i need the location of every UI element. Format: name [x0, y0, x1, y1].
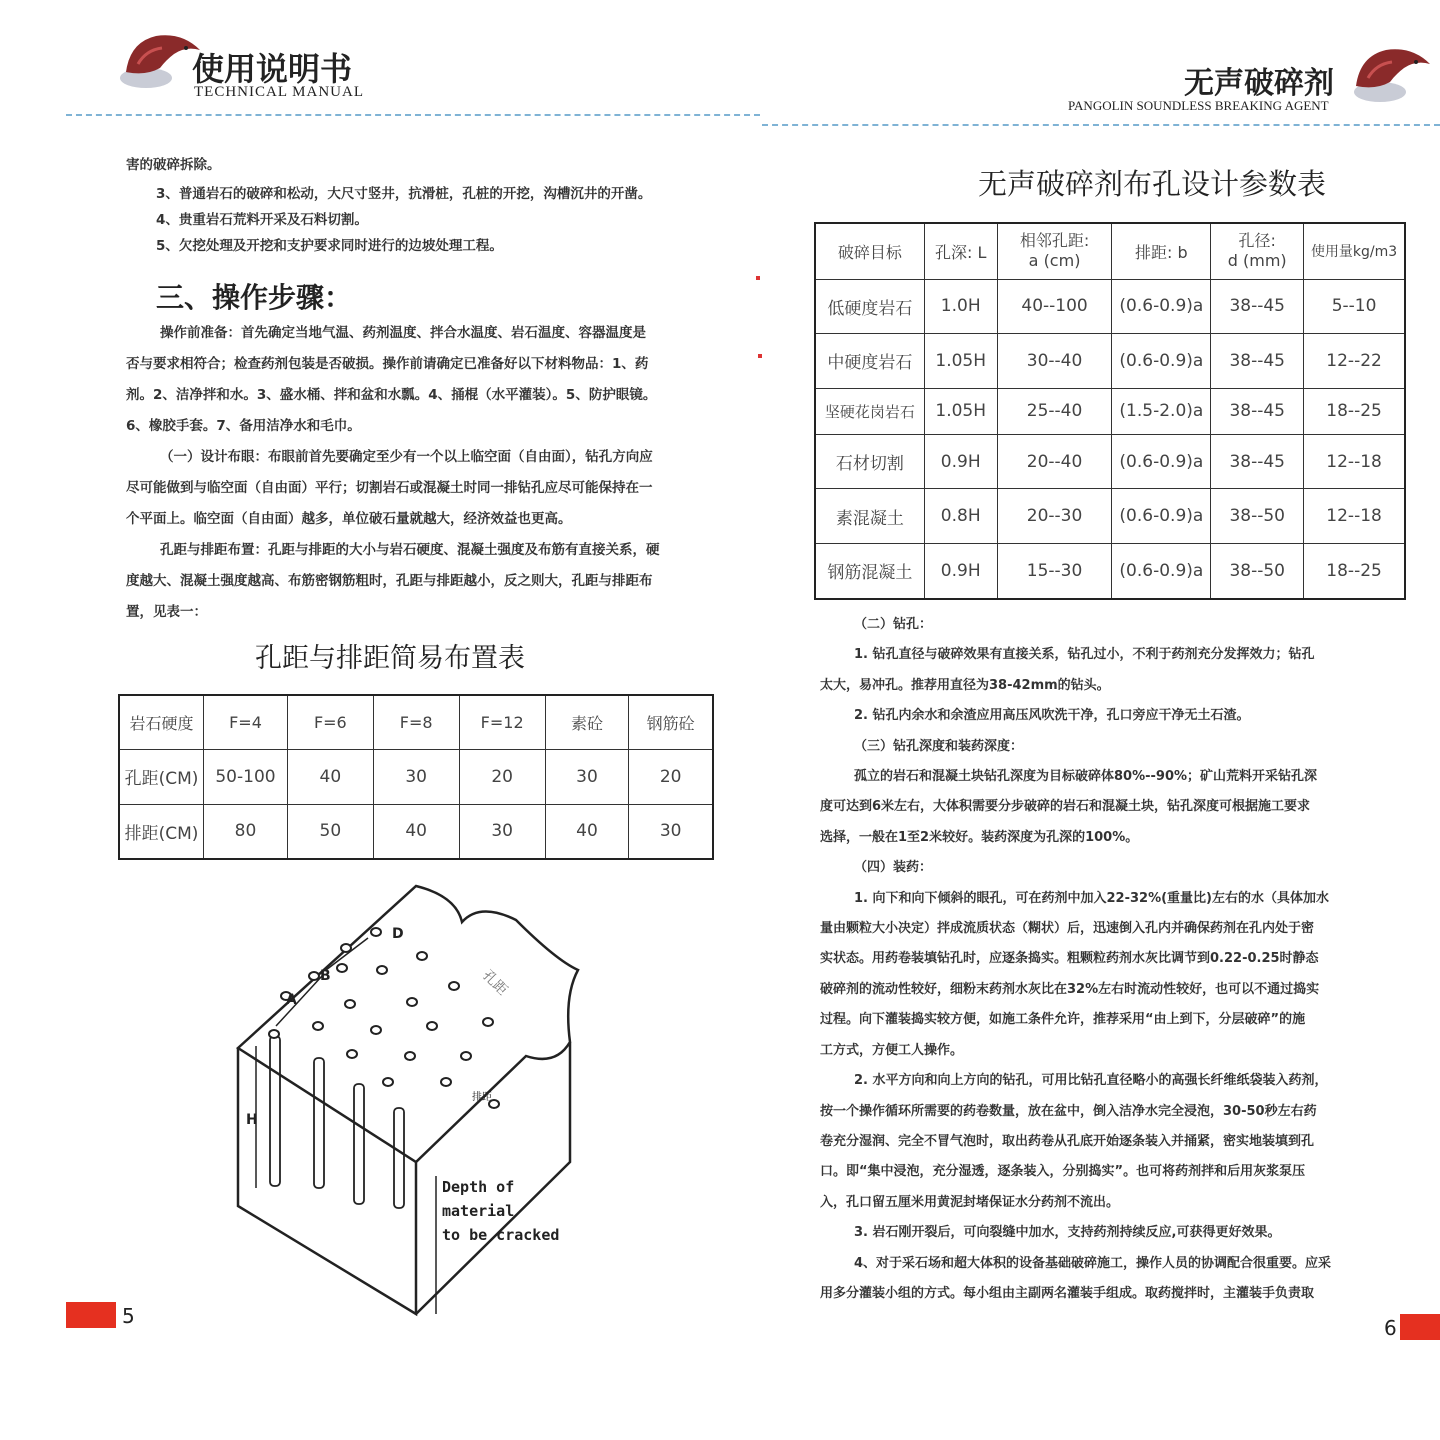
table-row	[815, 279, 1405, 334]
header-title-cn: 无声破碎剂	[1184, 66, 1334, 101]
header-rule	[762, 124, 1440, 126]
pangolin-logo-icon	[1346, 34, 1436, 104]
body-line: 口。即“集中浸泡，充分湿透，逐条装入，分别捣实”。也可将药剂拌和后用灰浆泵压	[820, 1164, 1306, 1180]
design-table-title: 无声破碎剂布孔设计参数表	[977, 167, 1326, 201]
intro-line: 害的破碎拆除。	[126, 157, 221, 173]
table-cell: 5--10	[1304, 279, 1405, 334]
table-header-cell: 岩石硬度	[119, 695, 204, 749]
table-cell: 20--40	[997, 434, 1112, 489]
depth-label-line1: Depth of	[442, 1178, 515, 1196]
body-line: 2. 水平方向和向上方向的钻孔，可用比钻孔直径略小的高强长纤维纸袋装入药剂，	[854, 1073, 1328, 1089]
hole-grid	[269, 928, 499, 1108]
table-cell: 30	[545, 749, 629, 804]
table-cell: 38--45	[1211, 434, 1304, 489]
intro-list	[126, 150, 746, 259]
table-cell: 12--22	[1304, 334, 1405, 389]
table-cell: 20	[459, 749, 545, 804]
table-cell: 20	[629, 749, 713, 804]
page-number-bar	[66, 1302, 116, 1328]
header-title-en: TECHNICAL MANUAL	[194, 84, 365, 100]
table-cell: (0.6-0.9)a	[1112, 334, 1211, 389]
table-cell: 30	[629, 804, 713, 859]
table-cell: 38--50	[1211, 489, 1304, 544]
body-line: 用多分灌装小组的方式。每小组由主副两名灌装手组成。取药搅拌时，主灌装手负责取	[820, 1285, 1315, 1301]
body-line: 选择，一般在1至2米较好。装药深度为孔深的100%。	[820, 829, 1139, 845]
page-number-bar	[1400, 1314, 1440, 1340]
table-header-cell: 相邻孔距: a (cm)	[997, 223, 1112, 279]
intro-line: 3、普通岩石的破碎和松动，大尺寸竖井，抗滑桩，孔桩的开挖，沟槽沉井的开凿。	[156, 186, 652, 202]
table-cell: 1.05H	[924, 334, 997, 389]
body-line: 孤立的岩石和混凝土块钻孔深度为目标破碎体80%--90%；矿山荒料开采钻孔深	[854, 769, 1318, 785]
body-line: （二）钻孔：	[854, 617, 933, 632]
body-line: 剂。2、洁净拌和水。3、盛水桶、拌和盆和水瓢。4、捅棍（水平灌装）。5、防护眼镜。	[126, 387, 657, 403]
table-header-row	[815, 223, 1405, 279]
table-cell: 30	[459, 804, 545, 859]
table-header-cell: 使用量kg/m3	[1304, 223, 1405, 279]
table-row	[119, 749, 713, 804]
spacing-table	[118, 694, 714, 860]
table-cell: 50	[287, 804, 373, 859]
body-line: 6、橡胶手套。7、备用洁净水和毛巾。	[126, 418, 361, 434]
table-cell: 50-100	[204, 749, 288, 804]
page-number: 5	[122, 1304, 135, 1328]
body-line: （四）装药：	[854, 860, 933, 876]
body-line: 2. 钻孔内余水和余渣应用高压风吹洗干净，孔口旁应干净无土石渣。	[854, 708, 1250, 724]
procedure-text	[126, 318, 766, 628]
table-cell: (0.6-0.9)a	[1112, 489, 1211, 544]
table-cell: 坚硬花岗岩石	[815, 388, 924, 434]
table-cell: 1.05H	[924, 388, 997, 434]
label-paiju: 排距	[472, 1092, 492, 1103]
drilling-diagram	[226, 876, 646, 1326]
drill-holes	[270, 1036, 404, 1208]
table-cell: 40--100	[997, 279, 1112, 334]
table-cell: 0.9H	[924, 434, 997, 489]
body-line: 入，孔口留五厘米用黄泥封堵保证水分药剂不流出。	[820, 1194, 1120, 1210]
table-cell: 18--25	[1304, 543, 1405, 599]
section-heading: 三、操作步骤：	[156, 281, 353, 314]
table-cell: 40	[287, 749, 373, 804]
table-header-cell: F=6	[287, 695, 373, 749]
table-cell: 38--50	[1211, 543, 1304, 599]
table-header-cell: 破碎目标	[815, 223, 924, 279]
body-line: 实状态。用药卷装填钻孔时，应逐条捣实。粗颗粒药剂水灰比调节到0.22-0.25时静态	[820, 951, 1319, 967]
table-cell: 排距(CM)	[119, 804, 204, 859]
table-cell: 25--40	[997, 388, 1112, 434]
table-header-cell: F=4	[204, 695, 288, 749]
table-cell: 低硬度岩石	[815, 279, 924, 334]
left-page	[66, 0, 760, 1400]
table-cell: 40	[373, 804, 459, 859]
procedure-text	[820, 610, 1400, 1309]
table-cell: 12--18	[1304, 434, 1405, 489]
table-header-cell: 钢筋砼	[629, 695, 713, 749]
body-line: （一）设计布眼：布眼前首先要确定至少有一个以上临空面（自由面），钻孔方向应	[160, 449, 653, 465]
table-cell: 0.8H	[924, 489, 997, 544]
table-cell: 30	[373, 749, 459, 804]
table-header-cell: F=12	[459, 695, 545, 749]
table-header-cell: 素砼	[545, 695, 629, 749]
table-row	[815, 543, 1405, 599]
table-cell: 1.0H	[924, 279, 997, 334]
table-header-cell: 孔深: L	[924, 223, 997, 279]
table-cell: (0.6-0.9)a	[1112, 279, 1211, 334]
body-line: 过程。向下灌装捣实较方便，如施工条件允许，推荐采用“由上到下，分层破碎”的施	[820, 1012, 1306, 1028]
table-cell: 40	[545, 804, 629, 859]
table-header-cell: 孔径: d (mm)	[1211, 223, 1304, 279]
page-number: 6	[1384, 1316, 1397, 1340]
body-line: 4、对于采石场和超大体积的设备基础破碎施工，操作人员的协调配合很重要。应采	[854, 1255, 1332, 1271]
table-cell: 38--45	[1211, 388, 1304, 434]
table-cell: (0.6-0.9)a	[1112, 543, 1211, 599]
table-cell: 80	[204, 804, 288, 859]
body-line: 操作前准备：首先确定当地气温、药剂温度、拌合水温度、岩石温度、容器温度是	[160, 325, 646, 341]
margin-mark	[756, 276, 760, 280]
intro-line: 4、贵重岩石荒料开采及石料切割。	[156, 212, 368, 228]
table-cell: 20--30	[997, 489, 1112, 544]
table-cell: 30--40	[997, 334, 1112, 389]
table-cell: 钢筋混凝土	[815, 543, 924, 599]
table-cell: 孔距(CM)	[119, 749, 204, 804]
table-cell: 15--30	[997, 543, 1112, 599]
table-cell: (1.5-2.0)a	[1112, 388, 1211, 434]
table-cell: 0.9H	[924, 543, 997, 599]
body-line: 1. 向下和向下倾斜的眼孔，可在药剂中加入22-32%(重量比)左右的水（具体加水	[854, 890, 1329, 906]
body-line: 尽可能做到与临空面（自由面）平行；切割岩石或混凝土时同一排钻孔应尽可能保持在一	[126, 480, 653, 496]
body-line: 工方式，方便工人操作。	[820, 1042, 964, 1058]
label-d: D	[392, 926, 404, 942]
body-line: 卷充分湿润、完全不冒气泡时，取出药卷从孔底开始逐条装入并捅紧，密实地装填到孔	[820, 1133, 1315, 1149]
table-cell: 中硬度岩石	[815, 334, 924, 389]
table-cell: 石材切割	[815, 434, 924, 489]
table-cell: 12--18	[1304, 489, 1405, 544]
body-line: 3. 岩石刚开裂后，可向裂缝中加水，支持药剂持续反应,可获得更好效果。	[854, 1225, 1281, 1241]
block-top-outline	[238, 886, 578, 1162]
table-row	[815, 388, 1405, 434]
right-page	[762, 0, 1440, 1400]
body-line: 太大，易冲孔。推荐用直径为38-42mm的钻头。	[820, 677, 1110, 693]
body-line: 1. 钻孔直径与破碎效果有直接关系，钻孔过小，不利于药剂充分发挥效力；钻孔	[854, 647, 1315, 663]
table-header-row	[119, 695, 713, 749]
table-cell: (0.6-0.9)a	[1112, 434, 1211, 489]
table-cell: 18--25	[1304, 388, 1405, 434]
body-line: 量由颗粒大小决定）拌成流质状态（糊状）后，迅速倒入孔内并确保药剂在孔内处于密	[820, 921, 1315, 937]
table-cell: 38--45	[1211, 334, 1304, 389]
body-line: 度越大、混凝土强度越高、布筋密钢筋粗时，孔距与排距越小，反之则大，孔距与排距布	[126, 573, 653, 589]
block-left-face	[238, 1048, 416, 1314]
table-row	[815, 489, 1405, 544]
design-param-table	[814, 222, 1406, 600]
table-row	[815, 434, 1405, 489]
label-a: A	[286, 992, 297, 1008]
body-line: 破碎剂的流动性较好，细粉末药剂水灰比在32%左右时流动性较好，也可以不通过捣实	[820, 981, 1320, 997]
depth-label-line3: to be cracked	[442, 1226, 560, 1244]
body-line: 否与要求相符合；检查药剂包装是否破损。操作前请确定已准备好以下材料物品：1、药	[126, 356, 649, 372]
spacing-table-title: 孔距与排距简易布置表	[255, 643, 525, 674]
label-h: H	[246, 1112, 258, 1128]
body-line: 按一个操作循环所需要的药卷数量，放在盆中，倒入洁净水完全浸泡，30-50秒左右药	[820, 1103, 1317, 1119]
body-line: 个平面上。临空面（自由面）越多，单位破石量就越大，经济效益也更高。	[126, 511, 572, 527]
header-title-cn: 使用说明书	[192, 50, 353, 88]
header-title-en: PANGOLIN SOUNDLESS BREAKING AGENT	[1068, 98, 1329, 113]
intro-line: 5、欠挖处理及开挖和支护要求同时进行的边坡处理工程。	[156, 238, 503, 254]
table-cell: 38--45	[1211, 279, 1304, 334]
body-line: 置，见表一：	[126, 604, 207, 620]
depth-label-line2: material	[442, 1202, 515, 1220]
label-b: B	[320, 968, 331, 984]
body-line: （三）钻孔深度和装药深度：	[854, 738, 1024, 754]
header-rule	[66, 114, 760, 116]
table-header-cell: F=8	[373, 695, 459, 749]
body-line: 孔距与排距布置：孔距与排距的大小与岩石硬度、混凝土强度及布筋有直接关系，硬	[160, 542, 660, 558]
body-line: 度可达到6米左右，大体积需要分步破碎的岩石和混凝土块，钻孔深度可根据施工要求	[820, 799, 1311, 815]
label-kongju: 孔距	[479, 967, 511, 999]
table-cell: 素混凝土	[815, 489, 924, 544]
margin-mark	[758, 354, 762, 358]
table-header-cell: 排距: b	[1112, 223, 1211, 279]
table-row	[815, 334, 1405, 389]
table-row	[119, 804, 713, 859]
